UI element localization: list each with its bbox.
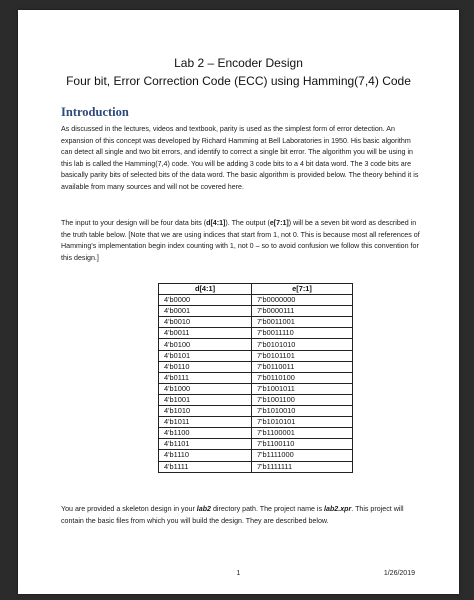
table-cell-input: 4'b1100: [159, 428, 252, 439]
text-run: . This project will contain the basic files from which you will build the design. They are described below.: [61, 505, 404, 525]
text-run: The input to your design will be four data bits (: [61, 219, 207, 227]
table-cell-output: 7'b0110100: [252, 372, 353, 383]
table-cell-output: 7'b0110011: [252, 361, 353, 372]
table-cell-output: 7'b1100001: [252, 428, 353, 439]
table-row: [159, 317, 353, 328]
table-row: [159, 339, 353, 350]
column-header-d: d[4:1]: [159, 284, 252, 295]
project-file-name: lab2.xpr: [324, 505, 352, 513]
text-run: directory path. The project name is: [211, 505, 325, 513]
table-row: [159, 439, 353, 450]
table-cell-output: 7'b1010101: [252, 417, 353, 428]
table-cell-output: 7'b1010010: [252, 406, 353, 417]
table-cell-output: 7'b0011110: [252, 328, 353, 339]
table-row: [159, 361, 353, 372]
table-row: [159, 306, 353, 317]
table-cell-output: 7'b0011001: [252, 317, 353, 328]
table-cell-input: 4'b0100: [159, 339, 252, 350]
table-cell-input: 4'b0101: [159, 350, 252, 361]
table-cell-input: 4'b1010: [159, 406, 252, 417]
table-row: [159, 461, 353, 472]
table-row: [159, 394, 353, 405]
text-run: You are provided a skeleton design in your: [61, 505, 197, 513]
table-row: [159, 450, 353, 461]
table-cell-input: 4'b0010: [159, 317, 252, 328]
bold-signal-e: e[7:1]: [269, 219, 289, 227]
directory-name: lab2: [196, 505, 211, 513]
table-cell-output: 7'b0101010: [252, 339, 353, 350]
table-cell-output: 7'b1111000: [252, 450, 353, 461]
footer-date: 1/26/2019: [383, 570, 415, 577]
table-cell-input: 4'b0000: [159, 295, 252, 306]
table-row: [159, 350, 353, 361]
table-cell-input: 4'b1110: [159, 450, 252, 461]
table-cell-output: 7'b0000111: [252, 306, 353, 317]
table-cell-output: 7'b1100110: [252, 439, 353, 450]
table-row: [159, 372, 353, 383]
table-cell-input: 4'b1101: [159, 439, 252, 450]
table-row: [159, 428, 353, 439]
table-cell-input: 4'b1011: [159, 417, 252, 428]
table-cell-input: 4'b1001: [159, 394, 252, 405]
column-header-e: e[7:1]: [252, 284, 353, 295]
bold-signal-d: d[4:1]: [206, 219, 226, 227]
skeleton-design-paragraph: [61, 504, 421, 527]
table-cell-input: 4'b0111: [159, 372, 252, 383]
table-row: [159, 406, 353, 417]
document-subtitle: Four bit, Error Correction Code (ECC) using Hamming(7,4) Code: [66, 74, 411, 88]
text-run: ) will be a seven bit word as described in the truth table below. [Note that we are using indices that start from 1, not 0. This is because most all references of Hamming's implementation begin index counting with 1, not 0 – so to avoid confusion we follow this convention for this design.]: [61, 219, 420, 262]
table-cell-output: 7'b1111111: [252, 461, 353, 472]
input-description-paragraph: [61, 218, 421, 264]
document-page: [18, 10, 459, 594]
table-cell-output: 7'b0101101: [252, 350, 353, 361]
table-cell-input: 4'b0001: [159, 306, 252, 317]
table-cell-output: 7'b0000000: [252, 295, 353, 306]
table-row: [159, 383, 353, 394]
text-run: ). The output (: [225, 219, 270, 227]
intro-paragraph: As discussed in the lectures, videos and textbook, parity is used as the simplest form of error detection. An expansion of this concept was developed by Richard Hamming at Bell Laboratories in 1950. His basic algorithm can detect all single and two bit errors, and identify to correct a single bit error. The algorithm you will be using in this lab is called the Hamming(7,4) code. You will be adding 3 code bits to a 4 bit data word. The 3 code bits are basically parity bits of selected bits of the data word. The basic algorithm is provided below. The theory behind it is available from many sources and will not be covered here.: [61, 125, 419, 191]
table-cell-input: 4'b1000: [159, 383, 252, 394]
document-title: Lab 2 – Encoder Design: [174, 56, 303, 70]
page-number: 1: [236, 570, 241, 577]
table-cell-output: 7'b1001011: [252, 383, 353, 394]
table-header-row: [159, 284, 353, 295]
table-row: [159, 328, 353, 339]
section-heading-introduction: Introduction: [61, 105, 129, 119]
table-row: [159, 417, 353, 428]
table-row: [159, 295, 353, 306]
table-cell-output: 7'b1001100: [252, 394, 353, 405]
table-cell-input: 4'b0110: [159, 361, 252, 372]
table-cell-input: 4'b1111: [159, 461, 252, 472]
truth-table: [158, 283, 353, 473]
table-cell-input: 4'b0011: [159, 328, 252, 339]
